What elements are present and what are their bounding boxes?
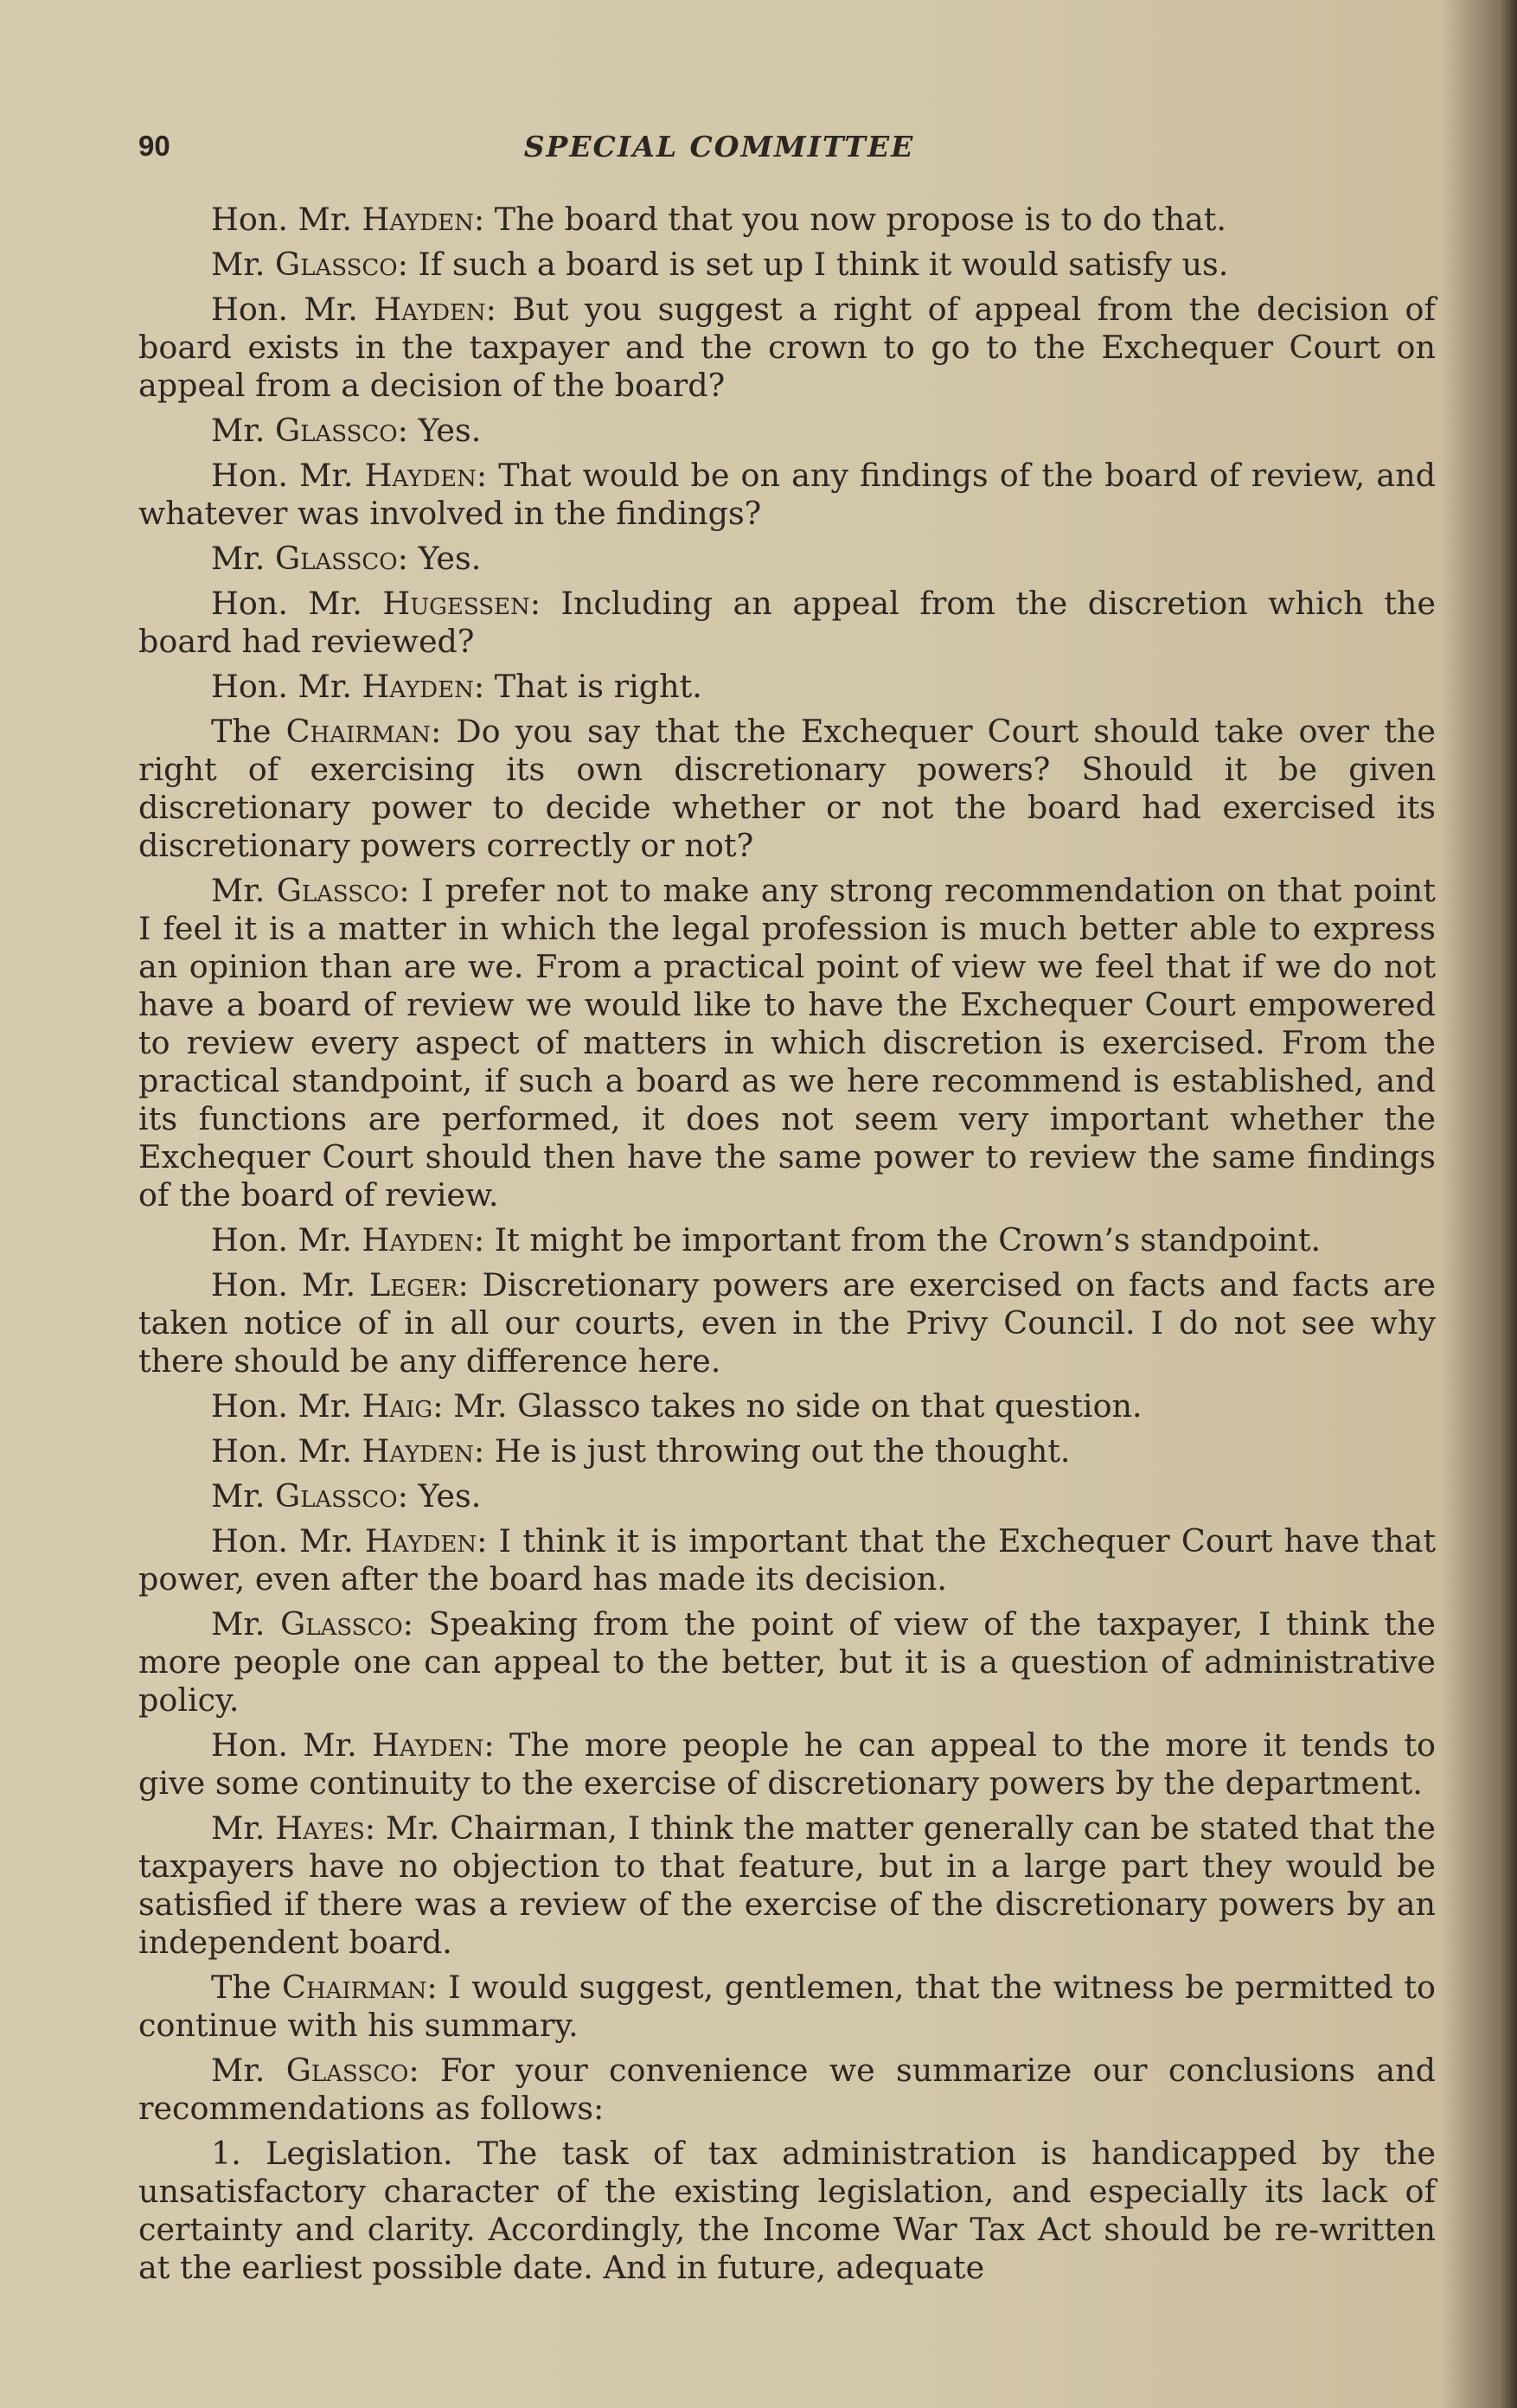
speaker-name: Glassco bbox=[285, 2052, 409, 2089]
speech-paragraph: Mr. Glassco: Yes. bbox=[211, 1477, 482, 1515]
speaker-name: Glassco bbox=[275, 1477, 398, 1515]
speech-paragraph: Mr. Hayes: Mr. Chairman, I think the matter generally can be stated that the taxpayers have no objection to that feature, but in a large part they would be satisfied if there was a review of the exercise of the discretionary powers by an independent board. bbox=[138, 1809, 1436, 1961]
speech-paragraph: Hon. Mr. Hayden: I think it is important that the Exchequer Court have that power, even after the board has made its decision. bbox=[138, 1522, 1437, 1598]
speech-paragraph: Hon. Mr. Hayden: The board that you now propose is to do that. bbox=[211, 201, 1227, 238]
speech-paragraph: Hon. Mr. Haig: Mr. Glassco takes no side on that question. bbox=[211, 1387, 1143, 1425]
speaker-name: Hayden bbox=[364, 457, 477, 494]
speaker-name: Leger bbox=[368, 1266, 458, 1303]
speaker-name: Chairman bbox=[285, 713, 431, 750]
speaker-name: Hayden bbox=[362, 1432, 474, 1470]
speech-paragraph: Mr. Glassco: Speaking from the point of view of the taxpayer, I think the more people one can appeal to the better, but it is a question of administrative policy. bbox=[138, 1605, 1436, 1719]
page-number: 90 bbox=[138, 130, 170, 162]
speech-paragraph: Hon. Mr. Hayden: The more people he can appeal to the more it tends to give some continuity to the exercise of discretionary powers by the department. bbox=[138, 1726, 1436, 1802]
page-header bbox=[138, 130, 1436, 173]
speech-paragraph: Mr. Glassco: Yes. bbox=[211, 412, 482, 449]
speaker-name: Glassco bbox=[275, 540, 398, 577]
speech-paragraph: Mr. Glassco: For your convenience we summarize our conclusions and recommendations as follows: bbox=[138, 2052, 1436, 2127]
speaker-name: Glassco bbox=[276, 872, 400, 909]
speech-paragraph: Hon. Mr. Leger: Discretionary powers are exercised on facts and facts are taken notice of in all our courts, even in the Privy Council. I do not see why there should be any difference here. bbox=[138, 1266, 1436, 1380]
running-head: SPECIAL COMMITTEE bbox=[523, 130, 915, 163]
speaker-name: Glassco bbox=[275, 246, 398, 283]
speaker-name: Hayden bbox=[362, 201, 474, 238]
speech-paragraph: Mr. Glassco: If such a board is set up I think it would satisfy us. bbox=[211, 246, 1229, 283]
speaker-name: Hayes bbox=[275, 1809, 365, 1847]
speech-paragraph: Hon. Mr. Hugessen: Including an appeal from the discretion which the board had reviewed? bbox=[138, 585, 1436, 660]
speech-paragraph: Hon. Mr. Hayden: He is just throwing out the thought. bbox=[211, 1432, 1071, 1470]
speaker-name: Hayden bbox=[372, 1726, 484, 1764]
speech-paragraph: The Chairman: Do you say that the Exchequer Court should take over the right of exercising its own discretionary powers? Should it be given discretionary power to decide whether or not the board had exercised its discretionary powers correctly or not? bbox=[138, 713, 1436, 864]
speaker-name: Hayden bbox=[364, 1522, 477, 1559]
speaker-name: Chairman bbox=[282, 1969, 427, 2006]
speaker-name: Hayden bbox=[362, 1221, 474, 1258]
speech-paragraph: Mr. Glassco: I prefer not to make any strong recommendation on that point I feel it is a matter in which the legal profession is much better able to express an opinion than are we. From a practical point of view we feel that if we do not have a board of review we would like to have the Exchequer Court empowered to review every aspect of matters in which discretion is exercised. From the practical standpoint, if such a board as we here recommend is established, and its functions are performed, it does not seem very important whether the Exchequer Court should then have the same power to review the same findings of the board of review. bbox=[138, 872, 1436, 1214]
page-binding-edge bbox=[1498, 0, 1517, 2408]
speaker-name: Glassco bbox=[275, 412, 398, 449]
speech-paragraph: Hon. Mr. Hayden: That would be on any findings of the board of review, and whatever was involved in the findings? bbox=[138, 457, 1436, 532]
speaker-name: Haig bbox=[362, 1387, 433, 1425]
speech-paragraph: Hon. Mr. Hayden: That is right. bbox=[211, 668, 702, 705]
recommendation-item: 1. Legislation. The task of tax administration is handicapped by the unsatisfactory character of the existing legislation, and especially its lack of certainty and clarity. Accordingly, the Income War Tax Act should be re-written at the earliest possible date. And in future, adequate bbox=[138, 2135, 1436, 2286]
transcript-body bbox=[138, 201, 1436, 2294]
speaker-name: Glassco bbox=[280, 1605, 403, 1643]
speaker-name: Hugessen bbox=[382, 585, 530, 622]
speaker-name: Hayden bbox=[374, 291, 486, 328]
speech-paragraph: Mr. Glassco: Yes. bbox=[211, 540, 482, 577]
speaker-name: Hayden bbox=[362, 668, 474, 705]
speech-paragraph: The Chairman: I would suggest, gentlemen, that the witness be permitted to continue with his summary. bbox=[138, 1969, 1437, 2044]
speech-paragraph: Hon. Mr. Hayden: But you suggest a right of appeal from the decision of board exists in the taxpayer and the crown to go to the Exchequer Court on appeal from a decision of the board? bbox=[138, 291, 1436, 404]
speech-paragraph: Hon. Mr. Hayden: It might be important from the Crown’s standpoint. bbox=[211, 1221, 1322, 1258]
